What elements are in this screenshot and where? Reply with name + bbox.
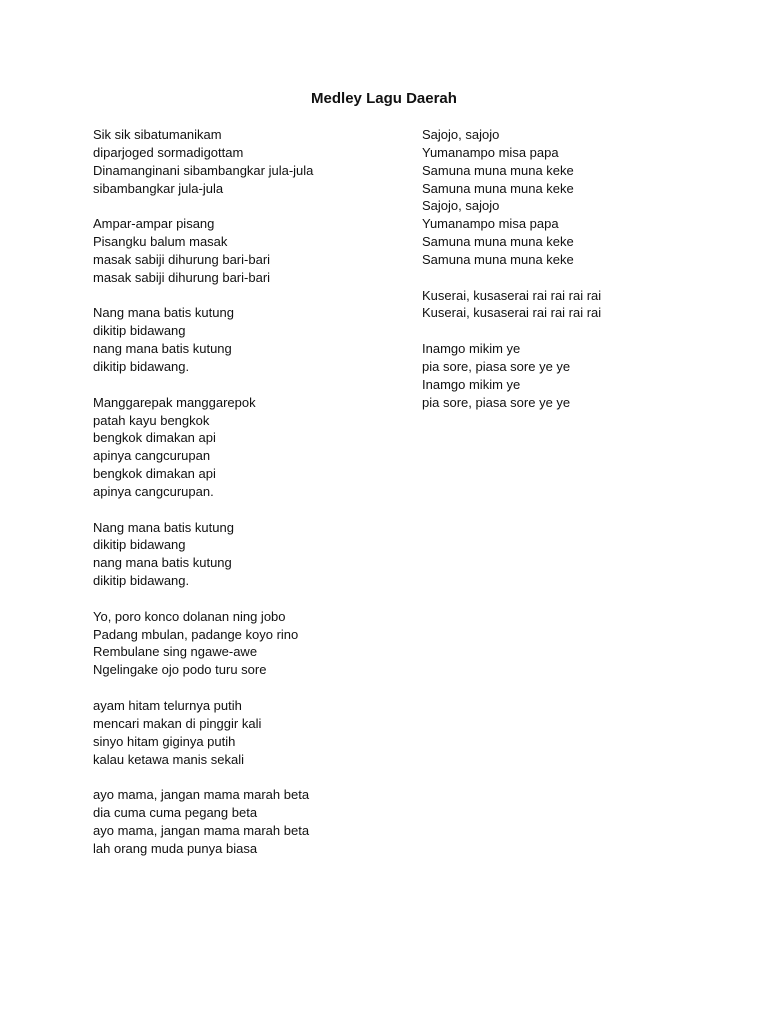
lyrics-line: bengkok dimakan api: [93, 430, 216, 446]
lyrics-line: nang mana batis kutung: [93, 341, 232, 357]
lyrics-line: nang mana batis kutung: [93, 555, 232, 571]
lyrics-line: Yumanampo misa papa: [422, 216, 559, 232]
document-title: Medley Lagu Daerah: [311, 90, 457, 107]
lyrics-line: dikitip bidawang: [93, 537, 186, 553]
lyrics-line: Samuna muna muna keke: [422, 234, 574, 250]
lyrics-line: Dinamanginani sibambangkar jula-jula: [93, 162, 314, 178]
lyrics-stanza: [93, 786, 393, 857]
lyrics-line: masak sabiji dihurung bari-bari: [93, 251, 271, 267]
lyrics-line: kalau ketawa manis sekali: [93, 751, 245, 767]
lyrics-line: Pisangku balum masak: [93, 234, 228, 250]
lyrics-line: Yo, poro konco dolanan ning jobo: [93, 608, 286, 624]
lyrics-line: Inamgo mikim ye: [422, 341, 521, 357]
lyrics-line: ayam hitam telurnya putih: [93, 698, 242, 713]
lyrics-stanza: [422, 287, 722, 323]
lyrics-stanza: [93, 126, 393, 197]
lyrics-line: Samuna muna muna keke: [422, 180, 574, 196]
lyrics-line: dikitip bidawang.: [93, 573, 190, 589]
lyrics-line: masak sabiji dihurung bari-bari: [93, 269, 271, 285]
lyrics-line: pia sore, piasa sore ye ye: [422, 358, 571, 374]
lyrics-line: Inamgo mikim ye: [422, 376, 521, 392]
lyrics-line: dikitip bidawang.: [93, 358, 190, 374]
lyrics-line: Ngelingake ojo podo turu sore: [93, 662, 267, 678]
lyrics-line: mencari makan di pinggir kali: [93, 715, 262, 731]
lyrics-line: Sik sik sibatumanikam: [93, 127, 222, 142]
lyrics-stanza: [422, 340, 722, 411]
lyrics-stanza: [422, 126, 722, 269]
lyrics-stanza: [93, 304, 393, 375]
lyrics-line: Ampar-ampar pisang: [93, 216, 215, 232]
lyrics-stanza: [93, 519, 393, 590]
lyrics-line: Kuserai, kusaserai rai rai rai rai: [422, 287, 602, 303]
lyrics-line: Samuna muna muna keke: [422, 251, 574, 267]
lyrics-line: Manggarepak manggarepok: [93, 394, 256, 410]
lyrics-line: pia sore, piasa sore ye ye: [422, 394, 571, 410]
lyrics-line: apinya cangcurupan.: [93, 483, 214, 499]
lyrics-line: apinya cangcurupan: [93, 448, 211, 464]
lyrics-stanza: [93, 608, 393, 679]
lyrics-line: dia cuma cuma pegang beta: [93, 805, 258, 821]
lyrics-column-right: [422, 126, 722, 429]
lyrics-line: Sajojo, sajojo: [422, 198, 500, 214]
lyrics-column-left: [93, 126, 393, 875]
lyrics-line: Rembulane sing ngawe-awe: [93, 644, 258, 660]
lyrics-line: diparjoged sormadigottam: [93, 144, 244, 160]
lyrics-line: Yumanampo misa papa: [422, 144, 559, 160]
lyrics-line: Sajojo, sajojo: [422, 127, 500, 142]
lyrics-line: dikitip bidawang: [93, 323, 186, 339]
lyrics-line: lah orang muda punya biasa: [93, 840, 258, 856]
lyrics-line: Kuserai, kusaserai rai rai rai rai: [422, 305, 602, 321]
lyrics-line: sibambangkar jula-jula: [93, 180, 224, 196]
lyrics-stanza: [93, 394, 393, 501]
lyrics-line: bengkok dimakan api: [93, 466, 216, 482]
lyrics-line: patah kayu bengkok: [93, 412, 210, 428]
lyrics-line: Samuna muna muna keke: [422, 162, 574, 178]
lyrics-line: Nang mana batis kutung: [93, 305, 234, 321]
lyrics-stanza: [93, 697, 393, 768]
lyrics-line: sinyo hitam giginya putih: [93, 733, 236, 749]
lyrics-line: ayo mama, jangan mama marah beta: [93, 822, 310, 838]
lyrics-stanza: [93, 215, 393, 286]
lyrics-line: Nang mana batis kutung: [93, 519, 234, 535]
lyrics-line: Padang mbulan, padange koyo rino: [93, 626, 299, 642]
lyrics-line: ayo mama, jangan mama marah beta: [93, 787, 310, 803]
